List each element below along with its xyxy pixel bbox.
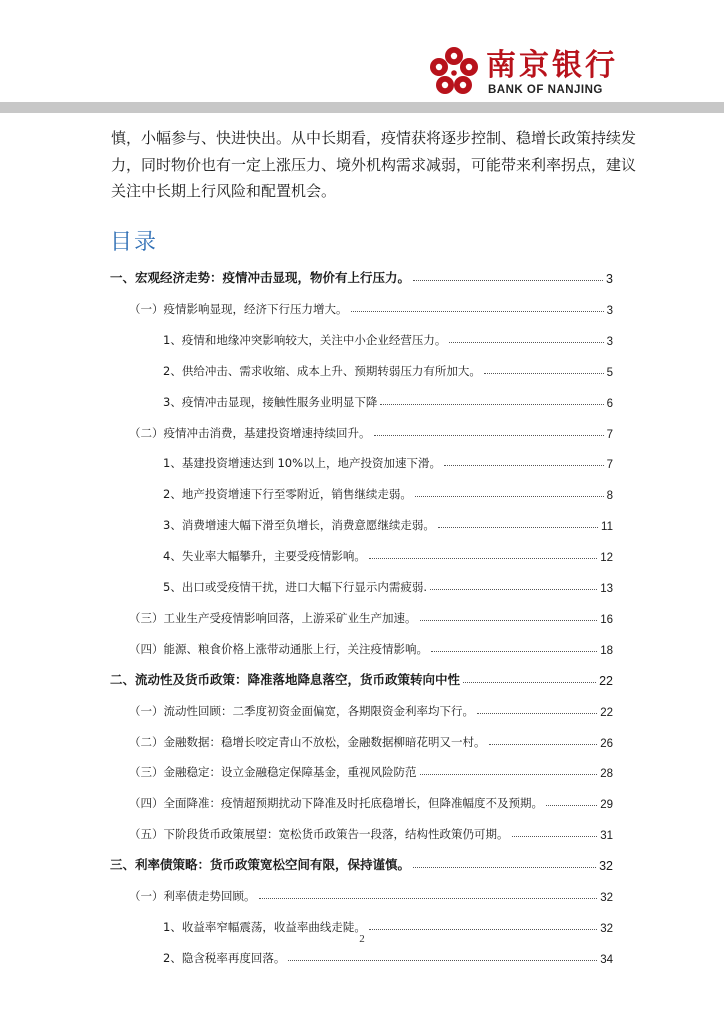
toc-entry-text: （一）利率债走势回顾。 [129,889,256,903]
intro-line: 慎，小幅参与、快进快出。从中长期看，疫情获将逐步控制、稳增长政策持续发 [111,129,637,147]
toc-entry-page: 11 [601,521,613,534]
toc-entry-text: 1、收益率窄幅震荡，收益率曲线走陡。 [163,919,366,934]
toc-entry-page: 34 [600,953,613,966]
toc-entry[interactable] [129,606,613,626]
toc-entry-page: 8 [606,490,613,503]
toc-entry[interactable] [163,390,613,410]
toc-entry-page: 12 [600,552,613,565]
intro-paragraph [111,125,637,205]
toc-entry-page: 7 [606,428,613,441]
toc-title: 目录 [110,230,159,255]
toc-leader-dots [463,681,596,683]
toc-entry[interactable] [129,822,613,842]
toc-entry[interactable] [129,637,613,657]
toc-entry-page: 16 [600,613,613,626]
toc-entry[interactable] [163,946,613,966]
toc-entry-page: 32 [600,922,613,935]
toc-leader-dots [420,619,598,621]
intro-line: 关注中长期上行风险和配置机会。 [111,182,337,200]
toc-entry[interactable] [110,266,613,286]
toc-leader-dots [484,372,604,374]
toc-entry-text: 5、出口或受疫情干扰，进口大幅下行显示内需疲弱. [163,580,427,594]
toc-entry-page: 22 [600,706,613,719]
toc-leader-dots [512,835,598,837]
toc-entry[interactable] [110,853,613,873]
toc-entry-page: 18 [600,644,613,657]
toc-entry[interactable] [129,760,613,780]
toc-entry-text: （一）疫情影响显现，经济下行压力增大。 [129,301,348,316]
toc-entry[interactable] [129,421,613,441]
toc-entry-page: 3 [606,304,613,317]
toc-leader-dots [477,712,597,714]
toc-leader-dots [449,341,603,343]
toc-entry-page: 5 [606,366,613,379]
toc-leader-dots [444,464,604,466]
toc-entry-page: 32 [600,892,613,904]
toc-entry[interactable] [129,791,613,811]
toc-leader-dots [374,434,604,436]
toc-entry-text: 3、疫情冲击显现，接触性服务业明显下降 [163,394,378,409]
toc-leader-dots [369,928,597,930]
toc-entry-text: （二）金融数据：稳增长咬定青山不放松，金融数据柳暗花明又一村。 [129,734,486,749]
page-header [0,0,724,118]
toc-entry-page: 28 [600,768,613,781]
toc-entry-text: 二、流动性及货币政策：降准落地降息落空，货币政策转向中性 [110,671,461,687]
toc-entry[interactable] [129,297,613,317]
toc-entry[interactable] [163,575,613,595]
toc-entry-page: 31 [600,830,613,843]
toc-entry-text: （三）金融稳定：设立金融稳定保障基金，重视风险防范 [129,765,417,780]
toc-entry-text: （五）下阶段货币政策展望：宽松货币政策告一段落，结构性政策仍可期。 [129,827,509,842]
toc-entry[interactable] [163,482,613,502]
toc-leader-dots [420,773,598,775]
toc-entry-page: 29 [600,799,613,812]
intro-line: 力，同时物价也有一定上涨压力、境外机构需求减弱，可能带来利率拐点，建议 [111,155,637,174]
toc-leader-dots [369,557,597,559]
toc-entry[interactable] [163,451,613,471]
toc-entry-page: 13 [600,583,613,595]
toc-entry-page: 6 [606,397,613,410]
toc-entry-page: 22 [599,673,613,688]
bank-name-cn: 南京银行 [486,48,618,83]
toc-entry-page: 32 [599,859,613,874]
toc-entry[interactable] [163,513,613,533]
bank-name-en: BANK OF NANJING [488,84,603,96]
toc-leader-dots [431,650,597,652]
toc-leader-dots [415,495,604,497]
toc-leader-dots [546,804,597,806]
toc-leader-dots [259,897,598,899]
toc-entry-text: （三）工业生产受疫情影响回落，上游采矿业生产加速。 [129,610,417,625]
toc-leader-dots [288,959,597,961]
toc-entry-text: 3、消费增速大幅下滑至负增长，消费意愿继续走弱。 [163,518,435,533]
bank-logo-mark-icon [428,46,480,98]
toc-leader-dots [413,866,596,868]
toc-entry-text: （四）全面降准：疫情超预期扰动下降准及时托底稳增长，但降准幅度不及预期。 [129,796,543,811]
toc-entry-text: 三、利率债策略：货币政策宽松空间有限，保持谨慎。 [110,857,411,873]
toc-entry-text: 1、疫情和地缘冲突影响较大，关注中小企业经营压力。 [163,332,447,347]
toc-entry-page: 3 [606,272,613,286]
toc-entry-text: 4、失业率大幅攀升，主要受疫情影响。 [163,549,366,564]
toc-leader-dots [380,403,603,405]
bank-logo [428,46,618,102]
toc-entry[interactable] [163,359,613,379]
toc-entry-text: （二）疫情冲击消费，基建投资增速持续回升。 [129,425,371,440]
toc-entry[interactable] [163,328,613,348]
toc-entry[interactable] [129,884,613,904]
toc-entry-text: 一、宏观经济走势：疫情冲击显现，物价有上行压力。 [110,270,411,285]
toc-entry[interactable] [129,699,613,719]
toc-entry[interactable] [163,915,613,935]
toc-entry[interactable] [129,730,613,750]
toc-leader-dots [430,588,597,590]
header-band [0,102,724,113]
toc-entry-page: 7 [606,459,613,472]
toc-leader-dots [438,526,598,528]
toc-leader-dots [351,310,604,312]
toc-entry-text: 2、供给冲击、需求收缩、成本上升、预期转弱压力有所加大。 [163,363,481,378]
toc-entry[interactable] [163,544,613,564]
toc-entry-text: （四）能源、粮食价格上涨带动通胀上行，关注疫情影响。 [129,641,428,656]
toc-entry-text: （一）流动性回顾：二季度初资金面偏宽，各期限资金利率均下行。 [129,703,474,718]
toc-entry-page: 3 [606,335,613,348]
page-number: 2 [359,933,365,945]
toc-entry-text: 2、地产投资增速下行至零附近，销售继续走弱。 [163,487,412,502]
toc-entry-page: 26 [600,737,613,750]
toc-entry-text: 2、隐含税率再度回落。 [163,950,286,965]
toc-leader-dots [489,743,598,745]
toc-entry-text: 1、基建投资增速达到 10%以上，地产投资加速下滑。 [163,456,442,471]
toc-leader-dots [413,279,603,281]
toc-entry[interactable] [110,668,613,688]
